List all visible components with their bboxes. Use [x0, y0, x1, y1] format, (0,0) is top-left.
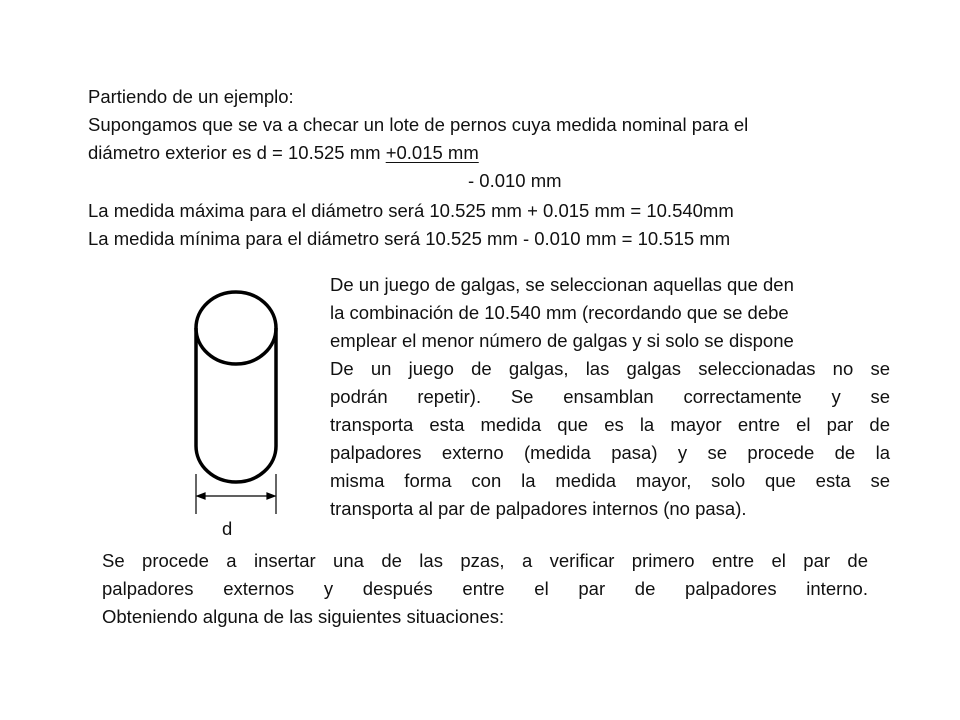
tolerance-minus: - 0.010 mm [468, 170, 562, 191]
paragraph-row: podrán repetir). Se ensamblan correctamente y se [330, 386, 890, 407]
bottom-paragraph [102, 547, 868, 631]
dimension-arrow-right [267, 493, 275, 499]
paragraph-row: palpadores externo (medida pasa) y se procede de la [330, 442, 890, 463]
cylinder-diagram [186, 286, 286, 546]
dimension-lines [196, 474, 276, 514]
max-measure-line: La medida máxima para el diámetro será 10.525 mm + 0.015 mm = 10.540mm [88, 200, 734, 221]
paragraph-row: Se procede a insertar una de las pzas, a verificar primero entre el par de [102, 550, 868, 571]
min-measure-line: La medida mínima para el diámetro será 10.525 mm - 0.010 mm = 10.515 mm [88, 228, 731, 249]
paragraph-row: la combinación de 10.540 mm (recordando que se debe [330, 302, 789, 323]
paragraph-row: De un juego de galgas, se seleccionan aquellas que den [330, 274, 794, 295]
cylinder-top-ellipse [196, 292, 276, 364]
paragraph-row: palpadores externos y después entre el par de palpadores interno. [102, 578, 868, 599]
tolerance-plus: +0.015 mm [385, 142, 479, 163]
paragraph-row: emplear el menor número de galgas y si solo se dispone [330, 330, 794, 351]
cylinder-body [196, 328, 276, 482]
paragraph-row: Obteniendo alguna de las siguientes situaciones: [102, 606, 505, 627]
intro-heading: Partiendo de un ejemplo: [88, 86, 294, 107]
dimension-arrow-left [197, 493, 205, 499]
cylinder-icon [196, 292, 276, 482]
right-paragraph [330, 271, 890, 523]
intro-line-2-prefix: diámetro exterior es d = 10.525 mm [88, 142, 386, 163]
paragraph-row: De un juego de galgas, las galgas seleccionadas no se [330, 358, 890, 379]
paragraph-row: transporta al par de palpadores internos (no pasa). [330, 498, 747, 519]
intro-line-2 [88, 140, 479, 166]
diameter-label: d [222, 518, 233, 539]
intro-line-1: Supongamos que se va a checar un lote de pernos cuya medida nominal para el [88, 114, 749, 135]
paragraph-row: misma forma con la medida mayor, solo que esta se [330, 470, 890, 491]
paragraph-row: transporta esta medida que es la mayor entre el par de [330, 414, 890, 435]
